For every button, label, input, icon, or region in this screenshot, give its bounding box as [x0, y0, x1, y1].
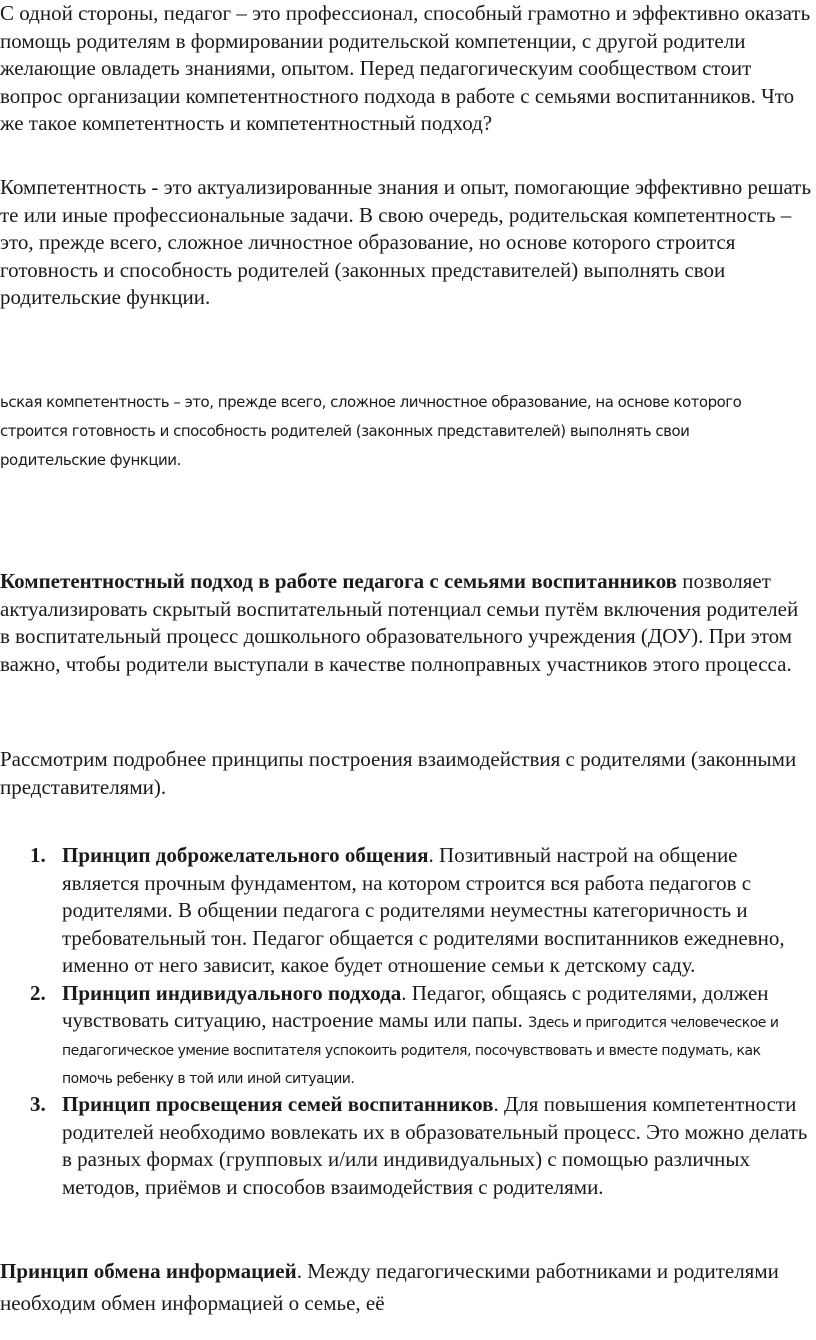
intro-paragraph-1: С одной стороны, педагог – это профессионал, способный грамотно и эффективно оказать помощь родителям в формировании родительской компетенции, с другой родители желающие овладеть знаниями, опытом. Перед педагогическуим сообществом стоит вопрос организации компетентностного подхода в работе с семьями воспитанников. Что же такое компетентность и компетентностный подход?: [0, 1, 811, 135]
principle-title: Принцип доброжелательного общения: [62, 843, 429, 867]
principle-title: Принцип просвещения семей воспитанников: [62, 1092, 494, 1116]
principle-text: . Позитивный настрой на общение является прочным фундаментом, на котором строится вся работа педагогов с родителями. В общении педагога с родителями неуместны категоричность и требовательный тон. Педагог общается с родителями воспитанников ежедневно, именно от него зависит, какое будет отношение семьи к детскому саду.: [62, 843, 785, 977]
quote-line-1: ьская компетентность – это, прежде всего, сложное личностное образование, на основе которого: [0, 393, 742, 411]
quote-line-2: строится готовность и способность родителей (законных представителей) выполнять свои: [0, 422, 690, 440]
list-item: [0, 1091, 812, 1201]
exchange-text: . Между педагогическими работниками и родителями необходим обмен информацией о семье, её: [0, 1259, 779, 1315]
principles-intro: Рассмотрим подробнее принципы построения взаимодействия с родителями (законными представителями).: [0, 747, 797, 799]
list-number: 1.: [30, 843, 46, 867]
exchange-bold-lead: Принцип обмена информацией: [0, 1259, 297, 1283]
approach-paragraph: [0, 568, 812, 678]
quote-excerpt: [0, 386, 816, 476]
quote-line-3: родительские функции.: [0, 451, 181, 469]
list-item: [0, 980, 812, 1092]
intro-paragraph-2: Компетентность - это актуализированные знания и опыт, помогающие эффективно решать те или иные профессиональные задачи. В свою очередь, родительская компетентность – это, прежде всего, сложное личностное образование, но основе которого строится готовность и способность родителей (законных представителей) выполнять свои родительские функции.: [0, 175, 812, 309]
list-number: 2.: [30, 980, 46, 1005]
list-item: [0, 842, 812, 980]
exchange-paragraph: [0, 1255, 812, 1319]
principle-note: Здесь и пригодится человеческое и педагогическое умение воспитателя успокоить родителя, посочувствовать и вместе подумать, как помочь ребенку в той или иной ситуации.: [62, 1015, 779, 1087]
list-number: 3.: [30, 1092, 46, 1116]
principle-title: Принцип индивидуального подхода: [62, 980, 402, 1005]
approach-text: позволяет актуализировать скрытый воспитательный потенциал семьи путём включения родителей в воспитательный процесс дошкольного образовательного учреждения (ДОУ). При этом важно, чтобы родители выступали в качестве полноправных участников этого процесса.: [0, 569, 799, 676]
principles-list: [0, 842, 812, 1201]
principle-text: . Для повышения компетентности родителей необходимо вовлекать их в образовательный процесс. Это можно делать в разных формах (групповых и/или индивидуальных) с помощью различных методов, приёмов и способов взаимодействия с родителями.: [62, 1092, 808, 1199]
approach-bold-lead: Компетентностный подход в работе педагога с семьями воспитанников: [0, 569, 678, 593]
principle-text: . Педагог, общаясь с родителями, должен чувствовать ситуацию, настроение мамы или папы.: [62, 980, 769, 1032]
